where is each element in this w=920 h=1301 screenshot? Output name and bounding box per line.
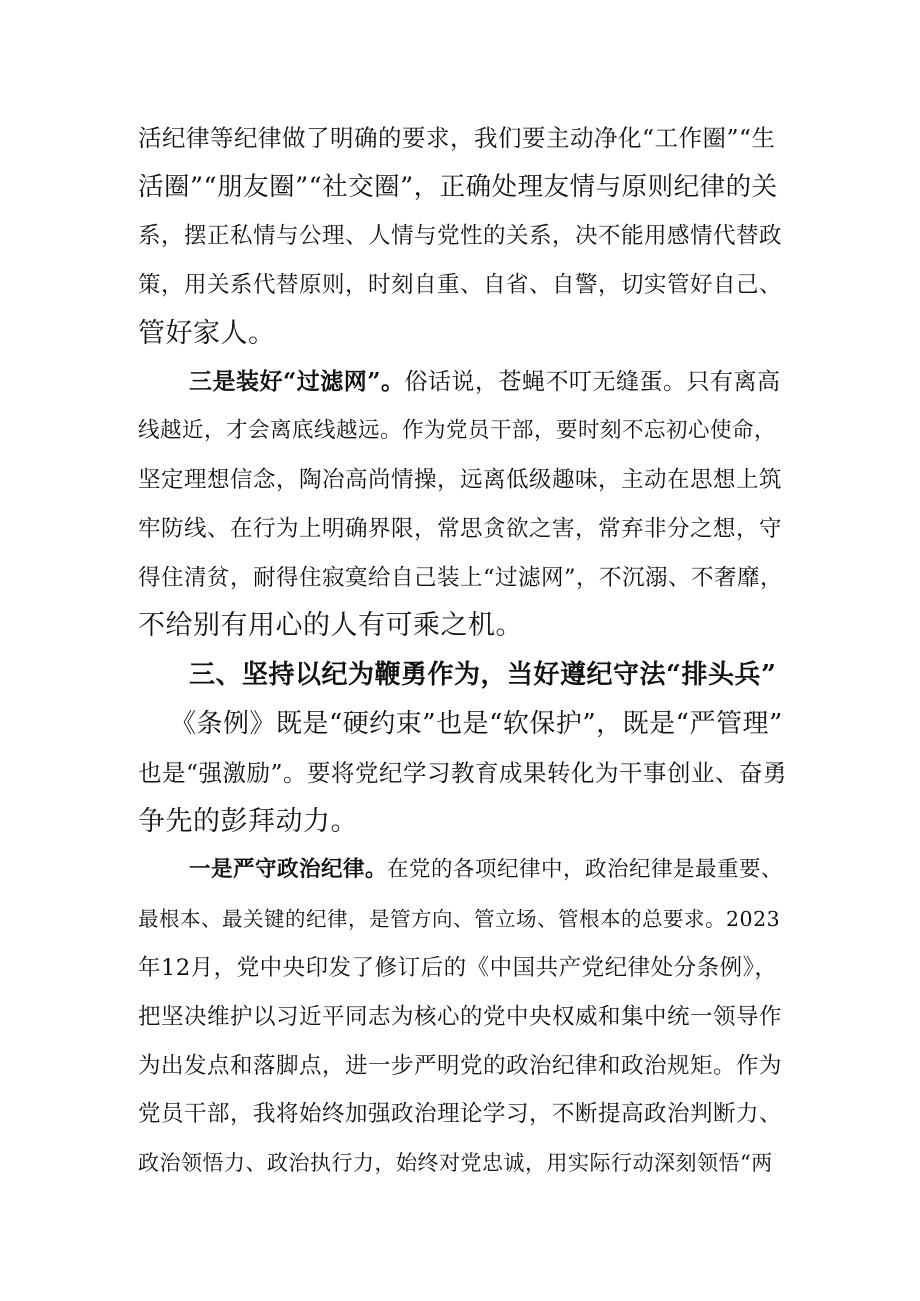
- text-line: 策，用关系代替原则，时刻自重、自省、自警，切实管好自己、: [138, 272, 783, 298]
- text-line: 活圈”“朋友圈”“社交圈”，正确处理友情与原则纪律的关: [138, 172, 778, 202]
- text-line: 争先的彭拜动力。: [138, 806, 358, 837]
- paragraph-start: 一是严守政治纪律。在党的各项纪律中，政治纪律是最重要、: [189, 857, 784, 882]
- section-heading: 三、坚持以纪为鞭勇作为，当好遵纪守法“排头兵”: [189, 660, 777, 690]
- text-line: 也是“强激励”。要将党纪学习教育成果转化为干事创业、奋勇: [138, 759, 788, 787]
- text-line: 为出发点和落脚点，进一步严明党的政治纪律和政治规矩。作为: [138, 1053, 783, 1079]
- paragraph-start: 三是装好“过滤网”。俗话说，苍蝇不叮无缝蛋。只有离高: [189, 368, 781, 395]
- text-line: 管好家人。: [138, 318, 276, 349]
- text-line: 党员干部，我将始终加强政治理论学习，不断提高政治判断力、: [138, 1101, 783, 1127]
- paragraph-start: 《条例》既是“硬约束”也是“软保护”，既是“严管理”: [170, 709, 783, 739]
- text-line: 牢防线、在行为上明确界限，常思贪欲之害，常弃非分之想，守: [138, 516, 783, 542]
- text-line: 线越近，才会离底线越远。作为党员干部，要时刻不忘初心使命，: [138, 418, 777, 443]
- text-line: 政治领悟力、政治执行力，始终对党忠诚，用实际行动深刻领悟“两: [138, 1151, 773, 1175]
- text-line: 把坚决维护以习近平同志为核心的党中央权威和集中统一领导作: [138, 1004, 783, 1030]
- text-line: 年12月，党中央印发了修订后的《中国共产党纪律处分条例》，: [138, 955, 778, 981]
- text-line: 坚定理想信念，陶冶高尚情操，远离低级趣味，主动在思想上筑: [138, 467, 783, 493]
- text-line: 系，摆正私情与公理、人情与党性的关系，决不能用感情代替政: [138, 223, 783, 249]
- paragraph-lead: 一是严守政治纪律。: [189, 857, 388, 882]
- text-line: 不给别有用心的人有可乘之机。: [138, 610, 523, 641]
- paragraph-lead: 三是装好“过滤网”。: [189, 368, 405, 395]
- text-line: 得住清贫，耐得住寂寞给自己装上“过滤网”，不沉溺、不奢靡，: [138, 565, 784, 591]
- text-line: 最根本、最关键的纪律，是管方向、管立场、管根本的总要求。2023: [138, 907, 781, 931]
- text-line: 活纪律等纪律做了明确的要求，我们要主动净化“工作圈”“生: [138, 124, 776, 152]
